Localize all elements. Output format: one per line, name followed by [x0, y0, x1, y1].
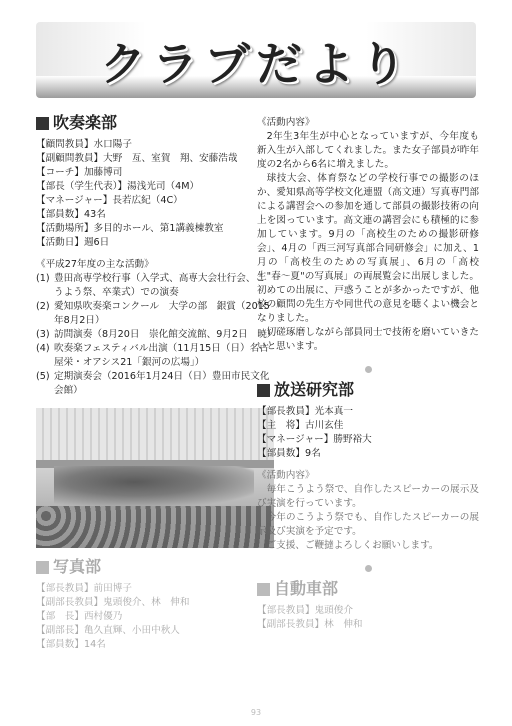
info-line: 【副部長教員】林 伸和	[257, 619, 363, 630]
auto-section	[257, 579, 479, 632]
brass-section-title: 吹奏楽部	[36, 116, 274, 130]
info-line: 【副部長教員】鬼頭俊介、林 伸和	[36, 597, 190, 608]
photo-audience	[36, 506, 274, 548]
info-line: 【顧問教員】水口陽子	[36, 139, 132, 150]
photo-activity-heading: 《活動内容》	[257, 117, 315, 128]
activities-heading: 《平成27年度の主な活動》	[36, 259, 154, 270]
list-item: (3) 訪問演奏（8月20日 崇化館交流館、9月2日 暁）	[36, 329, 277, 340]
paragraph: 2年生3年生が中心となっていますが、今年度も新入生が入部してくれました。また女子部員が昨年度の2名から6名に増えました。	[257, 131, 479, 170]
info-line: 【マネージャー】勝野裕大	[257, 434, 372, 445]
info-line: 【部長教員】鬼頭俊介	[257, 605, 353, 616]
info-line: 【部長（学生代表）】湯浅光司（4M）	[36, 181, 200, 192]
photo-club-info	[36, 582, 274, 652]
photo-club-section	[36, 557, 274, 652]
info-line: 【活動場所】多目的ホール、第1講義棟教室	[36, 223, 224, 234]
brass-info	[36, 138, 274, 250]
left-column	[36, 113, 277, 652]
paragraph: 球技大会、体育祭などの学校行事での撮影のほか、愛知県高等学校文化連盟（高文連）写真専門部による講習会への参加を通して部員の撮影技術の向上を図っています。高文連の講習会にも積極的に参加しています。9月の「高校生のための撮影研修会」、4月の「西三河写真部合同研修会」に加え、1月の「高校生のための写真展」、6月の「高校生"春〜夏"の写真展」の両展覧会に出展しました。初めての出展に、戸惑うことが多かったですが、他校の顧問の先生方や同世代の意見を聴くよい機会となりました。	[257, 173, 479, 324]
info-line: 【部員数】9名	[257, 448, 321, 459]
info-line: 【コーチ】加藤博司	[36, 167, 123, 178]
auto-section-title: 自動車部	[257, 582, 479, 596]
list-item: (2) 愛知県吹奏楽コンクール 大学の部 銀賞（2015年8月2日）	[36, 301, 270, 326]
broadcast-section-title: 放送研究部	[257, 383, 479, 397]
info-line: 【部長教員】光本真一	[257, 406, 353, 417]
brass-band-photo	[36, 408, 274, 548]
separator-dot	[365, 565, 372, 572]
photo-wall	[36, 408, 274, 460]
page-number: 93	[250, 708, 262, 717]
info-line: 【副顧問教員】大野 亙、室賀 翔、安藤浩哉	[36, 153, 238, 164]
list-item: (1) 豊田高専学校行事（入学式、高専大会壮行会、こうよう祭、卒業式）での演奏	[36, 273, 266, 298]
square-bullet-icon	[36, 561, 49, 574]
info-line: 【副部長】亀久直輝、小田中秋人	[36, 625, 180, 636]
list-item: (5) 定期演奏会（2016年1月24日（日）豊田市民文化会館）	[36, 371, 270, 396]
list-item: (4) 吹奏楽フェスティバル出演（11月15日（日）名古屋栄・オアシス21「銀河の広場」）	[36, 343, 269, 368]
info-line: 【部員数】43名	[36, 209, 106, 220]
info-line: 【部 長】西村優乃	[36, 611, 123, 622]
separator-dot	[365, 366, 372, 373]
page-banner	[36, 22, 476, 98]
photo-club-title: 写真部	[36, 560, 274, 574]
broadcast-activity-heading: 《活動内容》	[257, 470, 315, 481]
square-bullet-icon	[257, 583, 270, 596]
square-bullet-icon	[36, 117, 49, 130]
info-line: 【マネージャー】長若広紀（4C）	[36, 195, 183, 206]
auto-info	[257, 604, 479, 632]
page-title: クラブだより	[100, 37, 412, 91]
square-bullet-icon	[257, 384, 270, 397]
paragraph: 毎年こうよう祭で、自作したスピーカーの展示及び実演を行っています。	[257, 484, 479, 509]
info-line: 【主 将】古川玄佳	[257, 420, 344, 431]
info-line: 【活動日】週6日	[36, 237, 110, 248]
info-line: 【部員数】14名	[36, 639, 106, 650]
activities-list	[36, 272, 277, 398]
paragraph: 今年のこうよう祭でも、自作したスピーカーの展示及び実演を予定です。	[257, 512, 479, 537]
broadcast-info	[257, 405, 479, 461]
right-column	[257, 116, 479, 632]
paragraph: ご支援、ご鞭撻よろしくお願いします。	[266, 540, 439, 551]
photo-band	[54, 466, 254, 506]
info-line: 【部長教員】前田博子	[36, 583, 132, 594]
paragraph: 切磋琢磨しながら部員同士で技術を磨いていきたいと思います。	[257, 327, 479, 352]
